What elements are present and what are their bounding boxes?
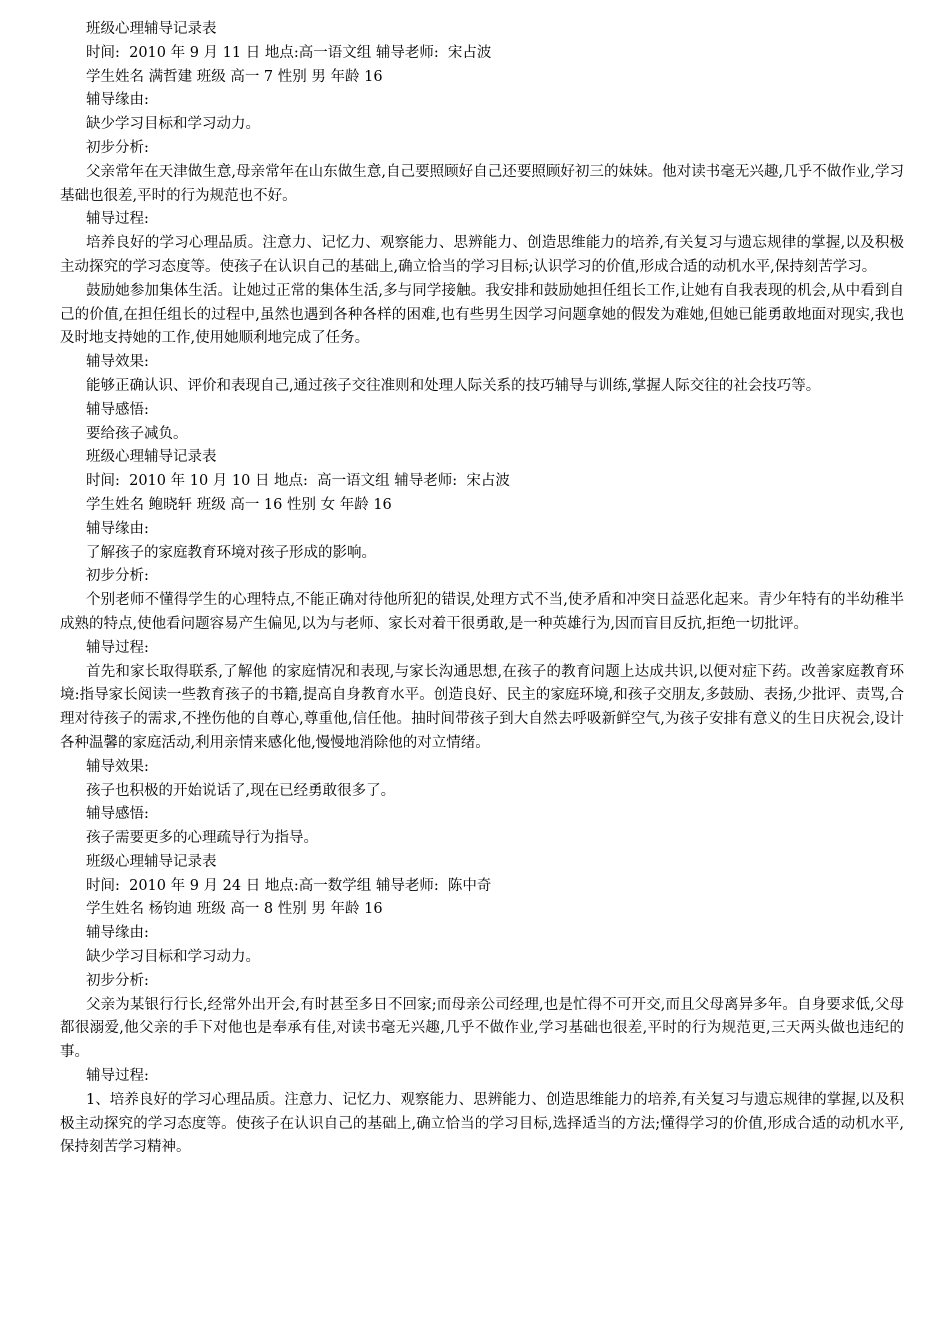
process-paragraph: 1、培养良好的学习心理品质。注意力、记忆力、观察能力、思辨能力、创造思维能力的培养,有关复习与遗忘规律的掌握,以及积极主动探究的学习态度等。使孩子在认识自己的基础上,确立恰当的学习目标,选择适当的方法;懂得学习的价值,形成合适的动机水平,保持刻苦学习精神。 bbox=[60, 1091, 904, 1156]
record-title: 班级心理辅导记录表 bbox=[86, 449, 217, 466]
process-paragraph: 首先和家长取得联系,了解他 的家庭情况和表现,与家长沟通思想,在孩子的教育问题上达成共识,以便对症下药。改善家庭教育环境:指导家长阅读一些教育孩子的书籍,提高自身教育水平。创造良好、民主的家庭环境,和孩子交朋友,多鼓励、表扬,少批评、责骂,合理对待孩子的需求,不挫伤他的自尊心,尊重他,信任他。抽时间带孩子到大自然去呼吸新鲜空气,为孩子安排有意义的生日庆祝会,设计各种温馨的家庭活动,利用亲情来感化他,慢慢地消除他的对立情绪。 bbox=[60, 663, 904, 751]
record-student-line: 学生姓名 杨钧迪 班级 高一 8 性别 男 年龄 16 bbox=[86, 901, 383, 918]
reason-label: 辅导缘由: bbox=[86, 925, 149, 942]
record-time-line: 时间: 2010 年 9 月 11 日 地点:高一语文组 辅导老师: 宋占波 bbox=[86, 44, 492, 61]
reason-label: 辅导缘由: bbox=[86, 92, 149, 109]
reason-text: 了解孩子的家庭教育环境对孩子形成的影响。 bbox=[86, 544, 376, 561]
analysis-paragraph: 父亲常年在天津做生意,母亲常年在山东做生意,自己要照顾好自己还要照顾好初三的妹妹。他对读书毫无兴趣,几乎不做作业,学习基础也很差,平时的行为规范也不好。 bbox=[60, 163, 904, 204]
record-student-line: 学生姓名 鲍晓轩 班级 高一 16 性别 女 年龄 16 bbox=[86, 496, 392, 513]
process-paragraph: 鼓励她参加集体生活。让她过正常的集体生活,多与同学接触。我安排和鼓励她担任组长工作,让她有自我表现的机会,从中看到自己的价值,在担任组长的过程中,虽然也遇到各种各样的困难,也有些男生因学习问题拿她的假发为难她,但她已能勇敢地面对现实,我也及时地支持她的工作,使用她顺利地完成了任务。 bbox=[60, 282, 904, 347]
analysis-paragraph: 个别老师不懂得学生的心理特点,不能正确对待他所犯的错误,处理方式不当,使矛盾和冲突日益恶化起来。青少年特有的半幼稚半成熟的特点,使他看问题容易产生偏见,以为与老师、家长对着干很勇敢,是一种英雄行为,因而盲目反抗,拒绝一切批评。 bbox=[60, 592, 904, 632]
effect-text: 孩子也积极的开始说话了,现在已经勇敢很多了。 bbox=[86, 782, 396, 799]
record-time-line: 时间: 2010 年 10 月 10 日 地点: 高一语文组 辅导老师: 宋占波 bbox=[86, 473, 510, 490]
record-title: 班级心理辅导记录表 bbox=[86, 21, 217, 37]
insight-text: 要给孩子减负。 bbox=[86, 425, 188, 442]
insight-text: 孩子需要更多的心理疏导行为指导。 bbox=[86, 830, 318, 847]
process-label: 辅导过程: bbox=[86, 639, 149, 656]
effect-label: 辅导效果: bbox=[86, 758, 149, 775]
record-3 bbox=[60, 851, 904, 1160]
analysis-paragraph: 父亲为某银行行长,经常外出开会,有时甚至多日不回家;而母亲公司经理,也是忙得不可开交,而且父母离异多年。自身要求低,父母都很溺爱,他父亲的手下对他也是奉承有佳,对读书毫无兴趣,几乎不做作业,学习基础也很差,平时的行为规范更,三天两头做也违纪的事。 bbox=[60, 996, 904, 1061]
record-time-line: 时间: 2010 年 9 月 24 日 地点:高一数学组 辅导老师: 陈中奇 bbox=[86, 877, 492, 894]
analysis-label: 初步分析: bbox=[86, 139, 149, 156]
reason-text: 缺少学习目标和学习动力。 bbox=[86, 949, 260, 966]
record-2 bbox=[60, 446, 904, 851]
analysis-label: 初步分析: bbox=[86, 568, 149, 585]
analysis-label: 初步分析: bbox=[86, 972, 149, 989]
process-paragraph: 培养良好的学习心理品质。注意力、记忆力、观察能力、思辨能力、创造思维能力的培养,有关复习与遗忘规律的掌握,以及积极主动探究的学习态度等。使孩子在认识自己的基础上,确立恰当的学习目标;认识学习的价值,形成合适的动机水平,保持刻苦学习。 bbox=[60, 235, 904, 275]
reason-label: 辅导缘由: bbox=[86, 520, 149, 537]
effect-label: 辅导效果: bbox=[86, 354, 149, 371]
insight-label: 辅导感悟: bbox=[86, 401, 149, 418]
record-1 bbox=[60, 18, 904, 446]
reason-text: 缺少学习目标和学习动力。 bbox=[86, 116, 260, 133]
record-title: 班级心理辅导记录表 bbox=[86, 853, 217, 870]
process-label: 辅导过程: bbox=[86, 211, 149, 228]
insight-label: 辅导感悟: bbox=[86, 806, 149, 823]
effect-text: 能够正确认识、评价和表现自己,通过孩子交往准则和处理人际关系的技巧辅导与训练,掌握人际交往的社会技巧等。 bbox=[86, 377, 821, 394]
record-student-line: 学生姓名 满哲建 班级 高一 7 性别 男 年龄 16 bbox=[86, 68, 383, 85]
process-label: 辅导过程: bbox=[86, 1068, 149, 1085]
